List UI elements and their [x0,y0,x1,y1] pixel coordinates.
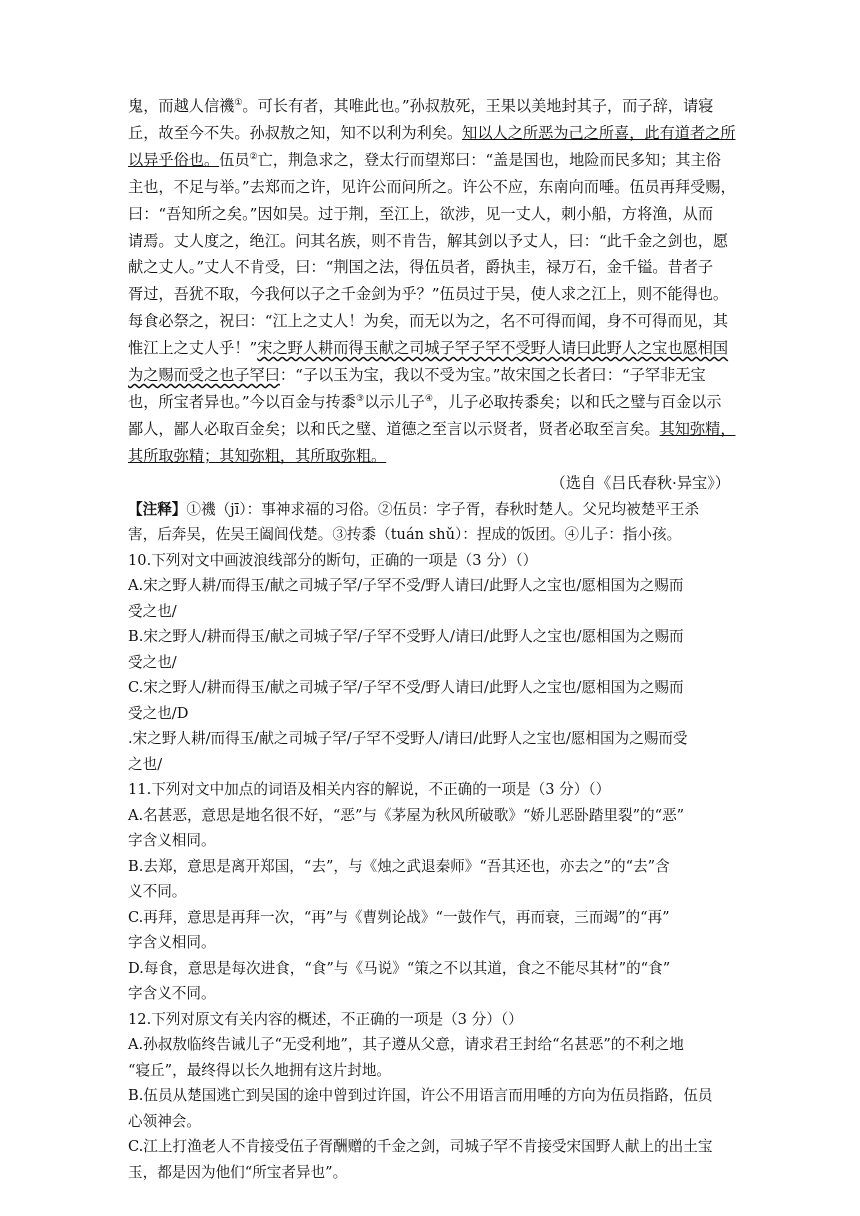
underlined-sentence: 知以人之所恶为己之所喜，此有道者之所 [462,123,736,142]
underlined-sentence: 其知弥精， [659,419,736,438]
option-line: 受之也/ [128,602,177,620]
option-line: 受之也/D [128,704,189,722]
option-line: B.宋之野人/耕而得玉/献之司城子罕/子罕不受野人/请曰/此野人之宝也/愿相国为之赐而 [128,628,684,646]
passage [128,93,736,497]
option-line: 之也/ [128,755,163,773]
passage-line [128,443,736,470]
option-line: “寝丘”，最终得以长久地拥有这片封地。 [128,1061,392,1079]
wavy-underlined-sentence: 为之赐而受之也子罕曰 [128,366,280,385]
text: ，儿子必取抟黍矣；以和氏之璧与百金以示 [432,392,722,411]
text: 也，所宝者异也。”今以百金与抟黍 [128,392,356,411]
option-line: A.宋之野人耕/而得玉/献之司城子罕/子罕不受/野人请曰/此野人之宝也/愿相国为之赐而 [128,577,684,595]
passage-line [128,93,736,120]
text: 以示儿子 [364,392,425,411]
passage-line [128,147,736,174]
notes [128,497,736,548]
option-line: 字含义相同。 [128,832,216,850]
passage-line [128,335,736,362]
text: 。可长有者，其唯此也。”孙叔敖死，王果以美地封其子，而子辞，请寝 [242,97,714,115]
option-line: B.去郑，意思是离开郑国，“去”，与《烛之武退秦师》“吾其还也，亦去之”的“去”含 [128,857,670,875]
text: 亡，荆急求之，登太行而望郑曰：“盖是国也，地险而民多知；其主俗 [257,150,721,169]
footnote-marker: ③ [355,393,365,404]
option-line: C.江上打渔老人不肯接受伍子胥酬赠的千金之剑，司城子罕不肯接受宋国野人献上的出土宝 [128,1138,713,1156]
passage-line [128,362,736,389]
option-line: A.孙叔敖临终告诫儿子“无受利地”，其子遵从父意，请求君王封给“名甚恶”的不利之地 [128,1036,684,1054]
passage-line: 每食必祭之，祝曰：“江上之丈人！为矣，而无以为之，名不可得而闻，身不可得而见，其 [128,312,729,331]
footnote-marker: ② [249,151,258,162]
passage-line [128,389,736,416]
question-12 [128,1007,736,1186]
passage-line: 主也，不足与举。”去郑而之许，见许公而问所之。许公不应，东南向而唾。伍员再拜受赐， [128,177,736,196]
text: 鄙人，鄙人必取百金矣；以和氏之璧、道德之至言以示贤者，贤者必取至言矣。 [128,419,660,438]
option-line: .宋之野人耕/而得玉/献之司城子罕/子罕不受野人/请曰/此野人之宝也/愿相国为之赐而受 [128,730,688,748]
text: 伍员 [219,150,250,169]
question-11 [128,777,736,1007]
option-line: 义不同。 [128,883,187,901]
option-line: C.再拜，意思是再拜一次，“再”与《曹刿论战》“一鼓作气，再而衰，三而竭”的“再” [128,908,670,926]
text: 惟江上之丈人乎！” [128,339,258,358]
option-line: C.宋之野人/耕而得玉/献之司城子罕/子罕不受/野人请曰/此野人之宝也/愿相国为之赐而 [128,679,684,697]
option-line: 字含义相同。 [128,934,216,952]
question-10 [128,548,736,778]
note-line: 害，后奔吴，佐吴王阖闾伐楚。③抟黍（tuán shǔ）：捏成的饭团。④儿子：指小孩。 [128,526,682,544]
question-stem: 12.下列对原文有关内容的概述，不正确的一项是（3 分）（） [128,1010,523,1028]
text: 鬼，而越人信禨 [128,97,235,115]
option-line: 受之也/ [128,653,177,671]
option-line: 玉，都是因为他们“所宝者异也”。 [128,1163,348,1181]
option-line: B.伍员从楚国逃亡到吴国的途中曾到过许国，许公不用语言而用唾的方向为伍员指路，伍员 [128,1087,713,1105]
note-line [128,497,736,523]
passage-line [128,120,736,147]
question-stem: 10.下列对文中画波浪线部分的断句，正确的一项是（3 分）（） [128,551,538,569]
passage-line: 曰：“吾知所之矣。”因如吴。过于荆，至江上，欲涉，见一丈人，刺小船，方将渔，从而 [128,204,714,223]
option-line: A.名甚恶，意思是地名很不好，“恶”与《茅屋为秋风所破歌》“娇儿恶卧踏里裂”的“恶” [128,806,685,824]
passage-line: 请焉。丈人度之，绝江。问其名族，则不肯告，解其剑以予丈人，曰：“此千金之剑也，愿 [128,231,729,250]
notes-label: 【注释】 [128,500,187,518]
underlined-sentence: 其所取弥精；其知弥粗，其所取弥粗。 [128,446,387,465]
option-line: D.每食，意思是每次进食，“食”与《马说》“策之不以其道，食之不能尽其材”的“食” [128,959,671,977]
text: 丘，故至今不失。孙叔敖之知，知不以利为利矣。 [128,123,463,142]
passage-line: 胥过，吾犹不取，今我何以子之千金剑为乎？”伍员过于吴，使人求之江上，则不能得也。 [128,285,729,304]
passage-line [128,416,736,443]
passage-line: 献之丈人。”丈人不肯受，曰：“荆国之法，得伍员者，爵执圭，禄万石，金千镒。昔者子 [128,258,714,277]
underlined-sentence: 以异乎俗也。 [128,150,220,169]
wavy-underlined-sentence: 宋之野人耕而得玉献之司城子罕子罕不受野人请曰此野人之宝也愿相国 [257,339,729,358]
question-stem: 11.下列对文中加点的词语及相关内容的解说，不正确的一项是（3 分）（） [128,781,611,799]
footnote-marker: ④ [424,393,433,404]
footnote-marker: ① [234,97,243,108]
source-citation: （选自《吕氏春秋·异宝》） [550,473,730,492]
document-page [128,93,736,1185]
text: ①禨（jī）：事神求福的习俗。②伍员：字子胥，春秋时楚人。父兄均被楚平王杀 [186,500,700,518]
text: ：“子以玉为宝，我以不受为宝。”故宋国之长者曰：“子罕非无宝 [279,366,706,385]
option-line: 字含义不同。 [128,985,216,1003]
option-line: 心领神会。 [128,1112,201,1130]
